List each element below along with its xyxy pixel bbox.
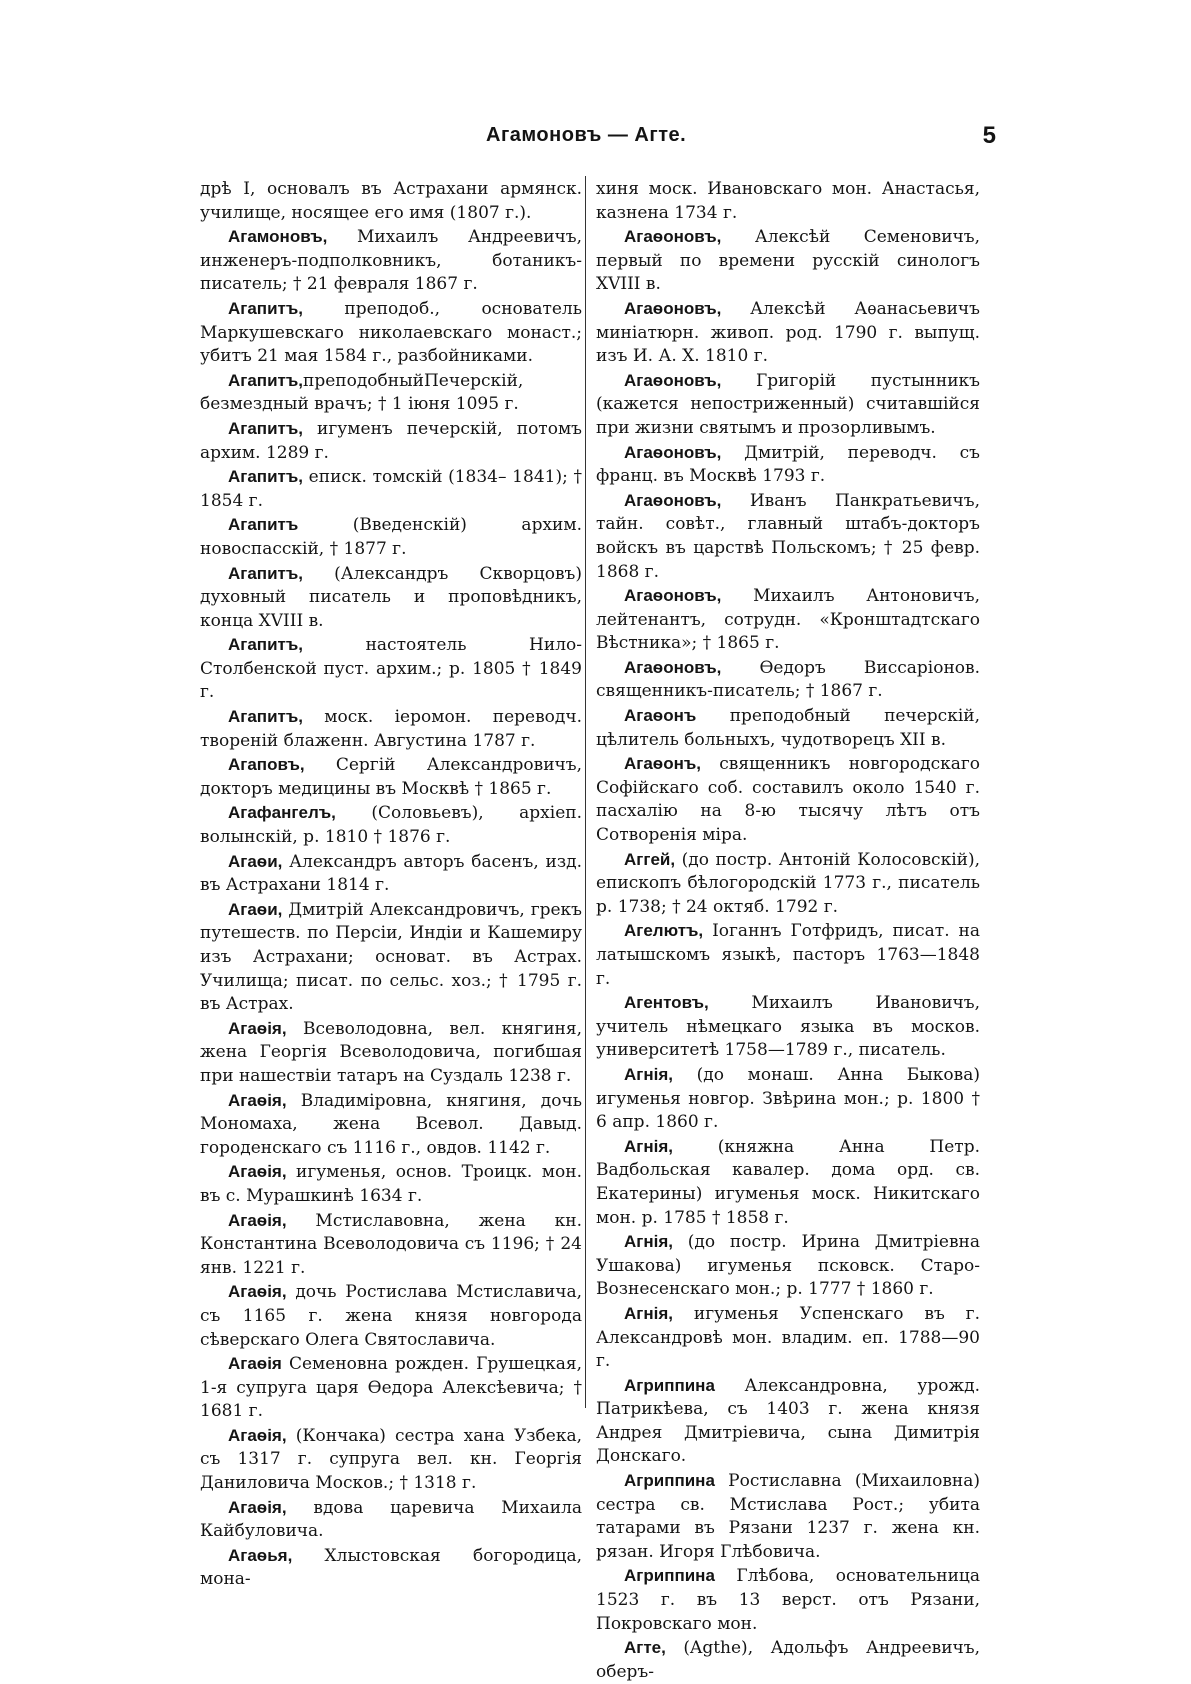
dictionary-entry [596,656,980,704]
entry-text: Хлыстовская богородица, мона- [200,1545,582,1590]
dictionary-entry [200,297,582,369]
entry-text: дрѣ I, основалъ въ Астрахани армянск. училище, носящее его имя (1807 г.). [200,179,582,223]
entry-text: (до постр. Ирина Дмитріевна Ушакова) игуменья псковск. Старо-Вознесенскаго мон.; р. 1777 † 1860 г. [596,1232,980,1300]
entry-headword: Агнія, [624,1232,673,1252]
entry-text: Всеволодовна, вел. княгиня, жена Георгія Всеволодовича, погибшая при нашествіи татаръ на Суздаль 1238 г. [200,1018,582,1086]
entry-headword: Агамоновъ, [228,227,328,247]
entry-text: (княжна Анна Петр. Вадбольская кавалер. дома орд. св. Екатерины) игуменья моск. Никитскаго мон. р. 1785 † 1858 г. [596,1136,980,1228]
dictionary-entry [596,584,980,656]
entry-text: Мстиславовна, жена кн. Константина Всеволодовича съ 1196; † 24 янв. 1221 г. [200,1210,582,1278]
entry-headword: Агаповъ, [228,755,305,775]
entry-headword: Агаѳоновъ, [624,657,722,677]
entry-text: вдова царевича Михаила Кайбуловича. [200,1497,582,1542]
entry-text: Глѣбова, основательница 1523 г. въ 13 верст. отъ Рязани, Покровскаго мон. [596,1566,980,1634]
entry-text: Александровна, урожд. Патрикѣева, съ 1403 г. жена князя Андрея Дмитріевича, сына Димитрія Донскаго. [596,1375,980,1467]
dictionary-entry [200,633,582,705]
entry-text: хиня моск. Ивановскаго мон. Анастасья, казнена 1734 г. [596,179,980,223]
dictionary-entry [200,369,582,417]
entry-text: (до постр. Антоній Колосовскій), епископъ бѣлогородскій 1773 г., писатель р. 1738; † 24 октяб. 1792 г. [596,849,980,917]
entry-headword: Агаѳи, [228,851,283,871]
entry-text: Михаилъ Андреевичъ, инженеръ-подполковникъ, ботаникъ-писатель; † 21 февраля 1867 г. [200,227,582,295]
entry-headword: Агаѳія, [228,1162,287,1182]
entry-text: Ѳедоръ Виссаріонов. священникъ-писатель; † 1867 г. [596,657,980,702]
entry-headword: Агапитъ, [228,563,303,583]
dictionary-entry [596,1230,980,1302]
dictionary-entry [596,1469,980,1564]
column-divider [585,176,586,1408]
right-column [596,178,980,1684]
entry-headword: Агриппина [624,1471,715,1491]
dictionary-entry [200,850,582,898]
entry-text: Ростиславна (Михаиловна) сестра св. Мстислава Рост.; убита татарами въ Рязани 1237 г. жена кн. рязан. Игоря Глѣбовича. [596,1471,980,1562]
entry-headword: Агаѳоновъ, [624,298,722,318]
dictionary-entry [596,441,980,489]
entry-headword: Агелютъ, [624,921,704,941]
entry-headword: Агапитъ, [228,418,303,438]
dictionary-entry [596,1302,980,1374]
entry-text: моск. іеромон. переводч. твореній блаженн. Августина 1787 г. [200,707,582,751]
dictionary-entry [596,1374,980,1469]
entry-headword: Агапитъ, [228,707,303,727]
entry-headword: Агнія, [624,1064,673,1084]
entry-headword: Агаѳья, [228,1545,293,1565]
entry-text: Алексѣй Аѳанасьевичъ миніатюрн. живоп. род. 1790 г. выпущ. изъ И. А. Х. 1810 г. [596,298,980,367]
page-number: 5 [982,122,996,149]
entry-text: настоятель Нило-Столбенской пуст. архим.; р. 1805 † 1849 г. [200,635,582,703]
dictionary-entry [200,801,582,849]
entry-headword: Агапитъ [228,515,299,535]
entry-text: Владиміровна, княгиня, дочь Мономаха, жена Всевол. Давыд. городенскаго съ 1116 г., овдов. 1142 г. [200,1090,582,1158]
entry-headword: Агриппина [624,1566,715,1586]
entry-text: Александръ авторъ басенъ, изд. въ Астрахани 1814 г. [200,851,582,896]
dictionary-entry [200,1089,582,1161]
entry-headword: Агаѳія, [228,1282,287,1302]
entry-headword: Агаѳоновъ, [624,227,722,247]
entry-text: Дмитрій, переводч. съ франц. въ Москвѣ 1793 г. [596,442,980,487]
entry-headword: Агаѳія [228,1354,282,1374]
entry-headword: Аггей, [624,849,676,869]
entry-headword: Агаѳи, [228,899,283,919]
entry-headword: Агаѳія, [228,1210,287,1230]
entry-text: Сергій Александровичъ, докторъ медицины въ Москвѣ † 1865 г. [200,755,582,799]
dictionary-entry [200,753,582,801]
dictionary-entry [200,417,582,465]
entry-text: (до монаш. Анна Быкова) игуменья новгор. Звѣрина мон.; р. 1800 † 6 апр. 1860 г. [596,1064,980,1133]
dictionary-entry [596,704,980,752]
entry-headword: Агаѳоновъ, [624,586,722,606]
dictionary-entry [596,1636,980,1684]
running-header [196,124,996,158]
entry-text: преподоб., основатель Маркушевскаго николаевскаго монаст.; убитъ 21 мая 1584 г., разбойниками. [200,298,582,367]
entry-headword: Агапитъ, [228,370,303,390]
entry-text: Иванъ Панкратьевичъ, тайн. совѣт., главный штабъ-докторъ войскъ въ царствѣ Польскомъ; † 25 февр. 1868 г. [596,490,980,582]
entry-text: (Александръ Скворцовъ) духовный писатель и проповѣдникъ, конца XVIII в. [200,563,582,631]
dictionary-entry [596,225,980,297]
entry-headword: Агнія, [624,1303,673,1323]
dictionary-entry [200,562,582,634]
dictionary-entry [200,1160,582,1208]
dictionary-entry [200,1496,582,1544]
entry-text: Михаилъ Ивановичъ, учитель нѣмецкаго языка въ москов. университетѣ 1758—1789 г., писатель. [596,993,980,1061]
dictionary-entry [596,489,980,584]
entry-text: Семеновна рожден. Грушецкая, 1-я супруга царя Ѳедора Алексѣевича; † 1681 г. [200,1354,582,1422]
dictionary-entry [596,1135,980,1230]
entry-headword: Агаѳія, [228,1425,287,1445]
entry-text: Михаилъ Антоновичъ, лейтенантъ, сотрудн. «Кронштадтскаго Вѣстника»; † 1865 г. [596,586,980,654]
left-column [200,178,582,1592]
dictionary-entry [200,1352,582,1424]
entry-text: еписк. томскій (1834– 1841); † 1854 г. [200,467,582,511]
dictionary-entry [596,919,980,991]
entry-text: игуменья, основ. Троицк. мон. въ с. Мурашкинѣ 1634 г. [200,1162,582,1206]
entry-text: игуменъ печерскій, потомъ архим. 1289 г. [200,418,582,463]
entry-headword: Агаѳія, [228,1018,287,1038]
entry-headword: Агаѳонъ, [624,754,701,774]
dictionary-entry [200,898,582,1017]
page-title: Агамоновъ — Агте. [486,124,687,146]
entry-text: (Agthe), Адольфъ Андреевичъ, оберъ- [596,1638,980,1682]
entry-headword: Агаѳоновъ, [624,370,722,390]
dictionary-entry [200,1017,582,1089]
dictionary-entry [200,225,582,297]
entry-headword: Агриппина [624,1375,715,1395]
dictionary-entry [596,1564,980,1636]
dictionary-entry [596,1063,980,1135]
entry-text: игуменья Успенскаго въ г. Александровѣ мон. владим. еп. 1788—90 г. [596,1303,980,1372]
entry-text: (Введенскій) архим. новоспасскій, † 1877 г. [200,515,582,559]
dictionary-entry [200,1280,582,1352]
entry-headword: Агаѳія, [228,1497,287,1517]
entry-text: Григорій пустынникъ (кажется непостриженный) считавшійся при жизни святымъ и прозорливымъ. [596,370,980,438]
dictionary-entry [596,178,980,225]
dictionary-entry [596,752,980,847]
dictionary-entry [200,465,582,513]
entry-text: Алексѣй Семеновичъ, первый по времени русскій синологъ XVIII в. [596,227,980,295]
entry-text: (Соловьевъ), архіеп. волынскій, р. 1810 † 1876 г. [200,803,582,848]
entry-text: (Кончака) сестра хана Узбека, съ 1317 г. супруга вел. кн. Георгія Даниловича Москов.; † 1318 г. [200,1425,582,1494]
dictionary-entry [200,1209,582,1281]
entry-text: преподобный печерскій, цѣлитель больныхъ, чудотворецъ XII в. [596,706,980,750]
entry-text: Дмитрій Александровичъ, грекъ путешеств. по Персіи, Индіи и Кашемиру изъ Астрахани; основат. въ Астрах. Училища; писат. по сельс. хоз.; † 1795 г. въ Астрах. [200,899,582,1015]
dictionary-entry [200,1544,582,1592]
dictionary-entry [596,848,980,920]
dictionary-entry [200,178,582,225]
entry-text: Іоганнъ Готфридъ, писат. на латышскомъ языкѣ, пасторъ 1763—1848 г. [596,921,980,989]
dictionary-entry [200,513,582,561]
dictionary-entry [200,705,582,753]
entry-headword: Агафангелъ, [228,803,336,823]
entry-headword: Агапитъ, [228,467,303,487]
entry-text: преподобныйПечерскій, безмездный врачъ; † 1 іюня 1095 г. [200,370,524,415]
entry-headword: Агаѳоновъ, [624,442,722,462]
dictionary-entry [200,1424,582,1496]
entry-headword: Агаѳія, [228,1090,287,1110]
entry-headword: Агаѳоновъ, [624,490,722,510]
entry-headword: Агапитъ, [228,298,303,318]
dictionary-entry [596,297,980,369]
entry-headword: Агентовъ, [624,993,709,1013]
entry-headword: Агапитъ, [228,635,303,655]
entry-headword: Агнія, [624,1136,673,1156]
entry-text: дочь Ростислава Мстиславича, съ 1165 г. жена князя новгорода сѣверскаго Олега Святославича. [200,1282,582,1350]
entry-text: священникъ новгородскаго Софійскаго соб. составилъ около 1540 г. пасхалію на 8-ю тысячу лѣтъ отъ Сотворенія міра. [596,754,980,846]
dictionary-entry [596,991,980,1063]
dictionary-entry [596,369,980,441]
entry-headword: Агте, [624,1638,666,1658]
entry-headword: Агаѳонъ [624,706,697,726]
